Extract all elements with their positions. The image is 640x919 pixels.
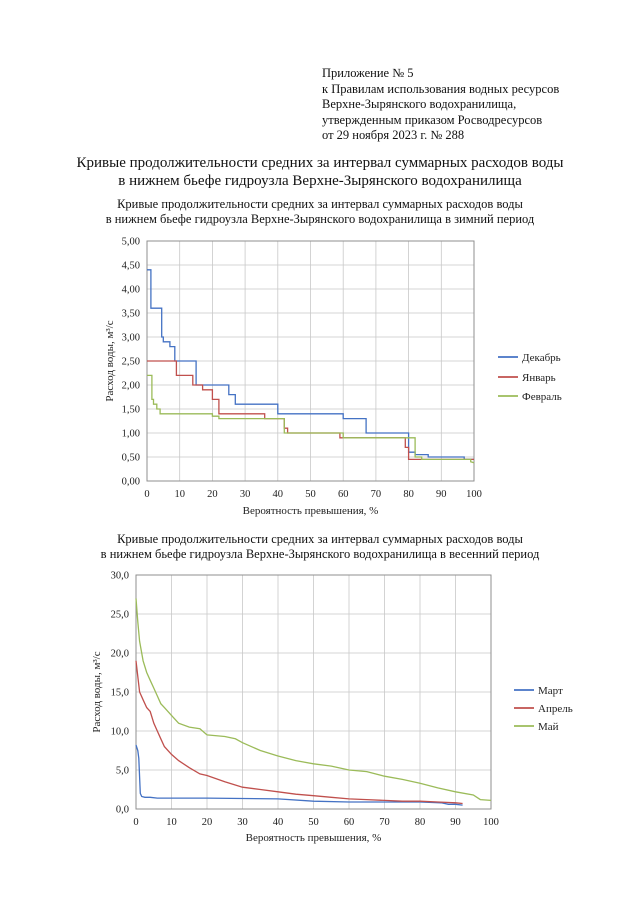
x-tick-label: 100: [483, 817, 499, 828]
legend-label: Февраль: [522, 391, 562, 403]
x-tick-label: 40: [272, 817, 284, 828]
annex-line: Приложение № 5: [322, 66, 414, 80]
x-tick-label: 90: [450, 817, 461, 828]
y-tick-label: 1,00: [121, 428, 140, 440]
x-tick-label: 30: [239, 489, 251, 500]
x-tick-label: 50: [305, 489, 316, 500]
legend-label: Май: [538, 721, 559, 733]
x-tick-label: 80: [403, 489, 414, 500]
winter-chart-title: [0, 197, 640, 227]
x-tick-label: 70: [370, 489, 382, 500]
annex-line: к Правилам использования водных ресурсов: [322, 81, 560, 96]
x-tick-label: 30: [237, 817, 248, 828]
annex-header: [322, 66, 559, 144]
legend-label: Январь: [522, 372, 556, 384]
annex-line: Верхне-Зырянского водохранилища,: [322, 97, 517, 112]
x-tick-label: 20: [207, 489, 218, 500]
x-axis-label: Вероятность превышения, %: [245, 832, 382, 844]
x-tick-label: 80: [414, 817, 426, 828]
y-tick-label: 4,00: [121, 284, 140, 296]
y-tick-label: 2,50: [121, 356, 140, 368]
x-tick-label: 70: [379, 817, 390, 828]
annex-line: утвержденным приказом Росводресурсов: [322, 112, 543, 127]
x-tick-label: 10: [166, 817, 177, 828]
y-tick-label: 30,0: [110, 570, 129, 582]
x-tick-label: 0: [144, 489, 150, 500]
x-tick-label: 20: [201, 817, 213, 828]
x-tick-label: 100: [466, 489, 482, 500]
y-tick-label: 1,50: [121, 404, 140, 416]
x-tick-label: 10: [174, 489, 185, 500]
spring-chart-title: [0, 532, 640, 562]
legend-label: Март: [538, 685, 563, 697]
x-tick-label: 60: [337, 489, 349, 500]
y-tick-label: 10,0: [110, 726, 129, 738]
y-tick-label: 0,00: [121, 476, 140, 488]
winter-chart: [0, 232, 640, 518]
x-tick-label: 60: [343, 817, 355, 828]
x-tick-label: 50: [308, 817, 319, 828]
y-tick-label: 0,0: [115, 804, 129, 816]
document-title-line: в нижнем бьефе гидроузла Верхне-Зырянского водохранилища: [118, 172, 522, 189]
chart-title-line: Кривые продолжительности средних за интервал суммарных расходов воды: [117, 197, 523, 211]
y-axis-label: Расход воды, м³/с: [91, 651, 103, 733]
y-tick-label: 2,00: [121, 380, 140, 392]
spring-chart: [0, 566, 640, 856]
y-tick-label: 15,0: [110, 687, 129, 699]
legend-label: Декабрь: [522, 352, 561, 364]
y-tick-label: 5,00: [121, 236, 140, 248]
y-tick-label: 25,0: [110, 609, 129, 621]
x-tick-label: 90: [436, 489, 447, 500]
y-tick-label: 20,0: [110, 648, 129, 660]
chart-title-line: Кривые продолжительности средних за интервал суммарных расходов воды: [117, 532, 523, 546]
y-tick-label: 4,50: [121, 260, 140, 272]
x-tick-label: 40: [272, 489, 284, 500]
y-tick-label: 3,50: [121, 308, 140, 320]
x-axis-label: Вероятность превышения, %: [242, 505, 379, 517]
chart-title-line: в нижнем бьефе гидроузла Верхне-Зырянского водохранилища в зимний период: [105, 212, 535, 226]
annex-line: от 29 ноября 2023 г. № 288: [322, 128, 465, 143]
document-title-line: Кривые продолжительности средних за интервал суммарных расходов воды: [76, 155, 564, 171]
y-tick-label: 0,50: [121, 452, 140, 464]
legend-label: Апрель: [538, 703, 573, 715]
y-axis-label: Расход воды, м³/с: [104, 320, 116, 402]
document-title: [0, 155, 640, 190]
y-tick-label: 5,0: [115, 765, 129, 777]
y-tick-label: 3,00: [121, 332, 140, 344]
x-tick-label: 0: [133, 817, 139, 828]
chart-title-line: в нижнем бьефе гидроузла Верхне-Зырянского водохранилища в весенний период: [100, 547, 540, 561]
